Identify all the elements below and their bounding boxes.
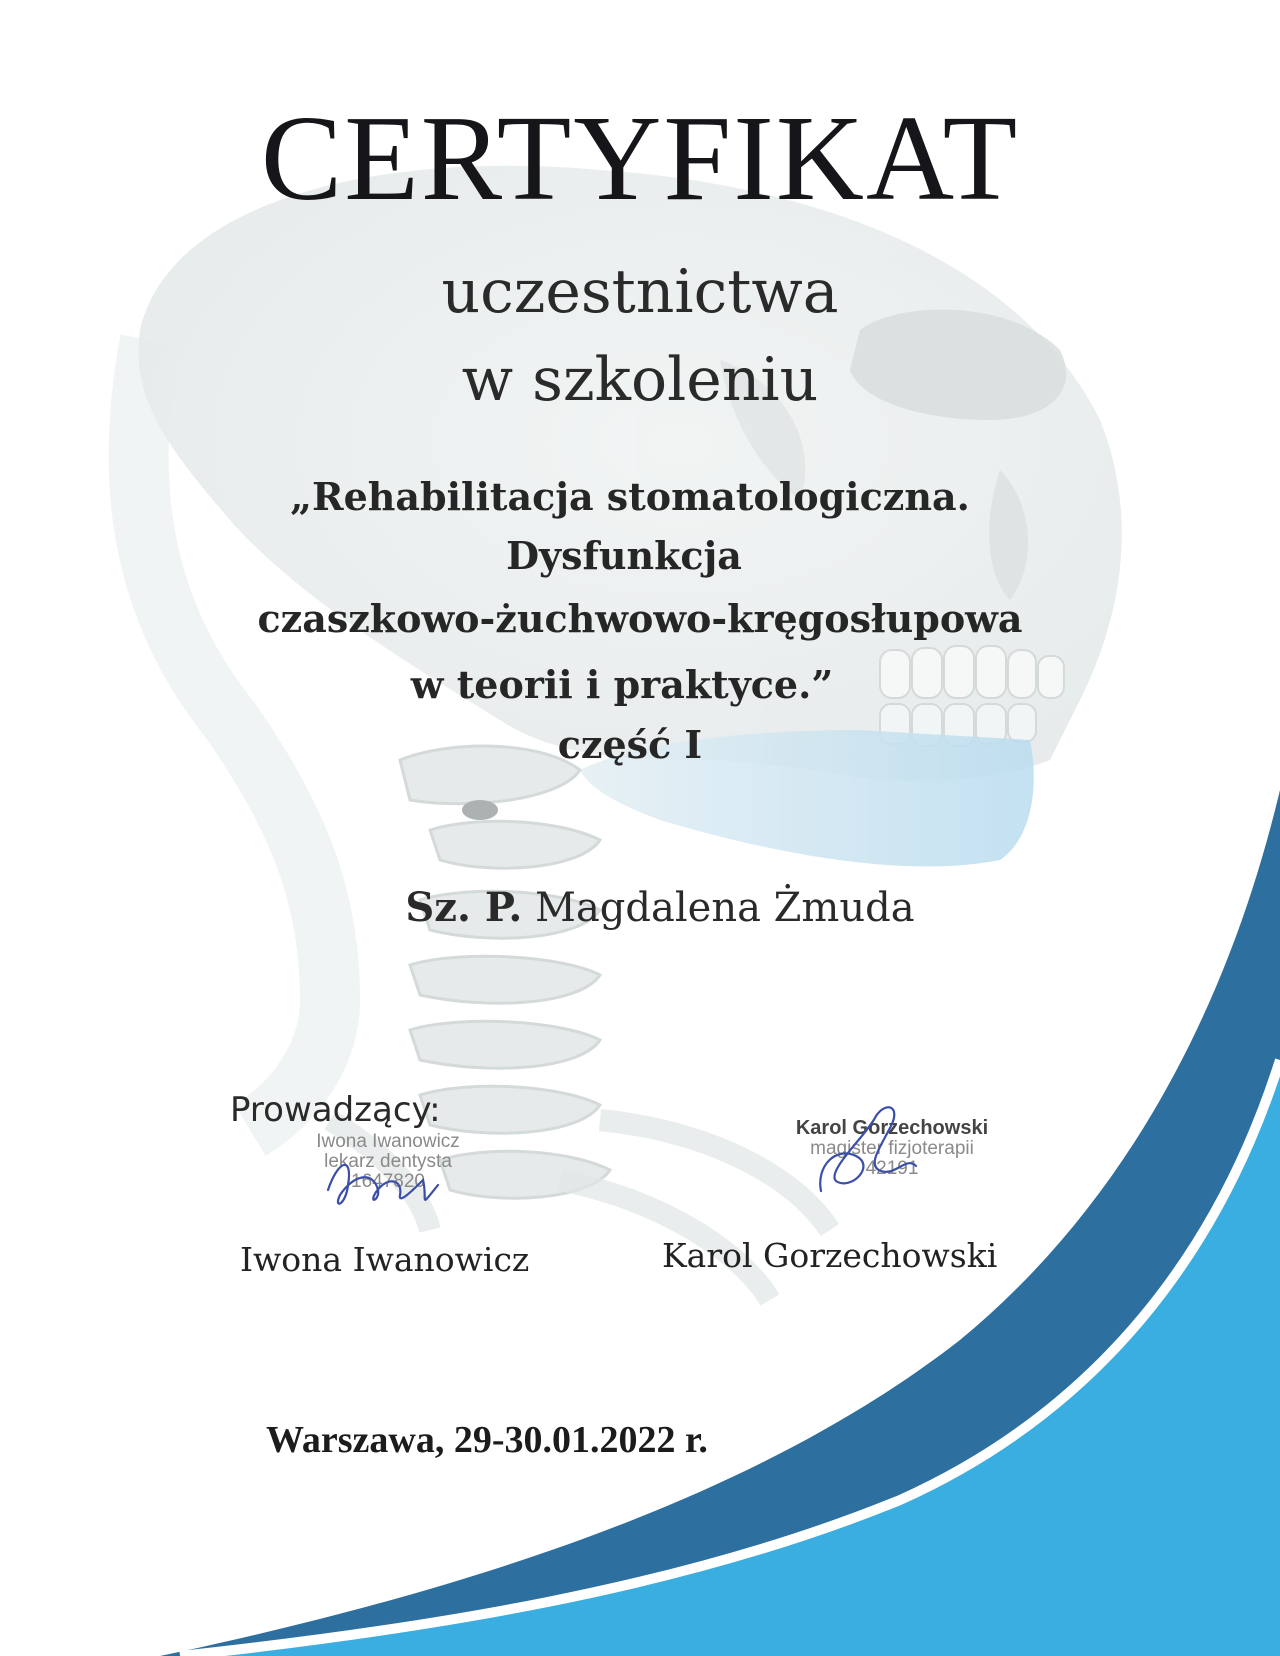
place-and-date: Warszawa, 29-30.01.2022 r.: [266, 1419, 708, 1461]
signatory-right: Karol Gorzechowski: [662, 1236, 998, 1275]
certificate-subtitle-line2: w szkoleniu: [461, 345, 819, 415]
stamp-right-title: magister fizjoterapii: [810, 1138, 974, 1159]
stamp-right-number: 42191: [865, 1157, 919, 1179]
course-title-line2: Dysfunkcja: [506, 533, 742, 578]
course-title-line4: w teorii i praktyce.”: [410, 662, 834, 707]
course-title-line3: czaszkowo-żuchwowo-kręgosłupowa: [257, 596, 1023, 641]
signatory-left: Iwona Iwanowicz: [240, 1240, 530, 1279]
course-part: część I: [557, 722, 703, 767]
stamp-right-name: Karol Gorzechowski: [795, 1117, 989, 1139]
course-title-line1: „Rehabilitacja stomatologiczna.: [290, 474, 970, 519]
certificate-title: CERTYFIKAT: [260, 91, 1020, 226]
recipient: [20, 884, 1280, 931]
leaders-label: Prowadzący:: [230, 1090, 441, 1130]
stamp-left-name: Iwona Iwanowicz: [316, 1131, 460, 1152]
stamp-left-title: lekarz dentysta: [324, 1150, 452, 1172]
signature-right-icon: [806, 1096, 926, 1206]
stamp-left-number: 1647820: [351, 1170, 425, 1192]
recipient-prefix: Sz. P.: [405, 884, 523, 931]
signature-left-icon: [318, 1150, 458, 1220]
certificate-subtitle-line1: uczestnictwa: [441, 257, 839, 327]
recipient-name: Magdalena Żmuda: [534, 885, 915, 931]
